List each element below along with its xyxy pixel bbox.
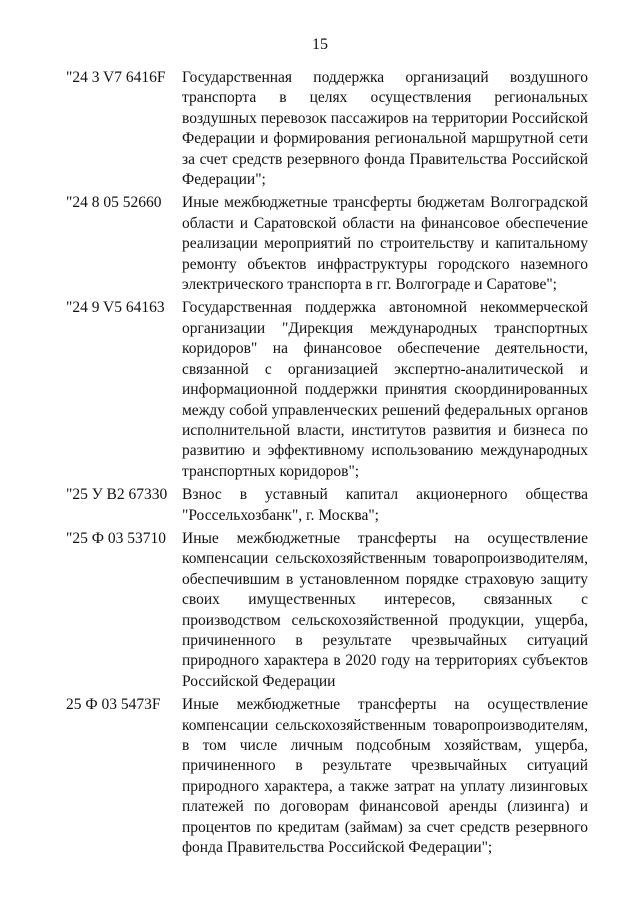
budget-code: "24 3 V7 6416F	[66, 69, 166, 86]
budget-code: "24 8 05 52660	[66, 194, 162, 212]
budget-code: "25 У В2 67330	[66, 486, 168, 504]
list-item	[66, 485, 588, 526]
page-number: 15	[312, 36, 328, 53]
list-item	[66, 68, 588, 190]
budget-description: Иные межбюджетные трансферты бюджетам Волгоградской области и Саратовской области на финансовое обеспечение реализации мероприятий по строительству и капитальному ремонту объектов инфраструктуры городского наземного электрического транспорта в гг. Волгограде и Саратове";	[182, 194, 588, 294]
list-item	[66, 298, 588, 482]
budget-description: Иные межбюджетные трансферты на осуществление компенсации сельскохозяйственным товаропроизводителям, обеспечившим в установленном порядке страховую защиту своих имущественных интересов, связанных с производством сельскохозяйственной продукции, ущерба, причиненного в результате чрезвычайных ситуаций природного характера в 2020 году на территориях субъектов Российской Федерации	[182, 529, 588, 690]
budget-code: "25 Ф 03 53710	[66, 529, 166, 547]
budget-description: Государственная поддержка организаций воздушного транспорта в целях осуществления региональных воздушных перевозок пассажиров на территории Российской Федерации и формирования региональной маршрутной сети за счет средств резервного фонда Правительства Российской Федерации";	[182, 69, 588, 189]
budget-code: 25 Ф 03 5473F	[66, 696, 161, 714]
budget-description: Иные межбюджетные трансферты на осуществление компенсации сельскохозяйственным товаропроизводителям, в том числе личным подсобным хозяйствам, ущерба, причиненного в результате чрезвычайных ситуаций природного характера, а также затрат на уплату лизинговых платежей по договорам финансовой аренды (лизинга) и процентов по кредитам (займам) за счет средств резервного фонда Правительства Российской Федерации";	[182, 696, 588, 857]
budget-description: Взнос в уставный капитал акционерного общества "Россельхозбанк", г. Москва";	[182, 486, 588, 524]
list-item	[66, 529, 588, 692]
budget-code-list	[66, 68, 588, 861]
list-item	[66, 193, 588, 295]
budget-description: Государственная поддержка автономной некоммерческой организации "Дирекция международных транспортных коридоров" на финансовое обеспечение деятельности, связанной с организацией экспертно-аналитической и информационной поддержки принятия скоординированных между собой управленческих решений федеральных органов исполнительной власти, институтов развития и бизнеса по развитию и эффективному использованию международных транспортных коридоров";	[182, 299, 588, 480]
list-item	[66, 695, 588, 858]
budget-code: "24 9 V5 64163	[66, 299, 165, 317]
